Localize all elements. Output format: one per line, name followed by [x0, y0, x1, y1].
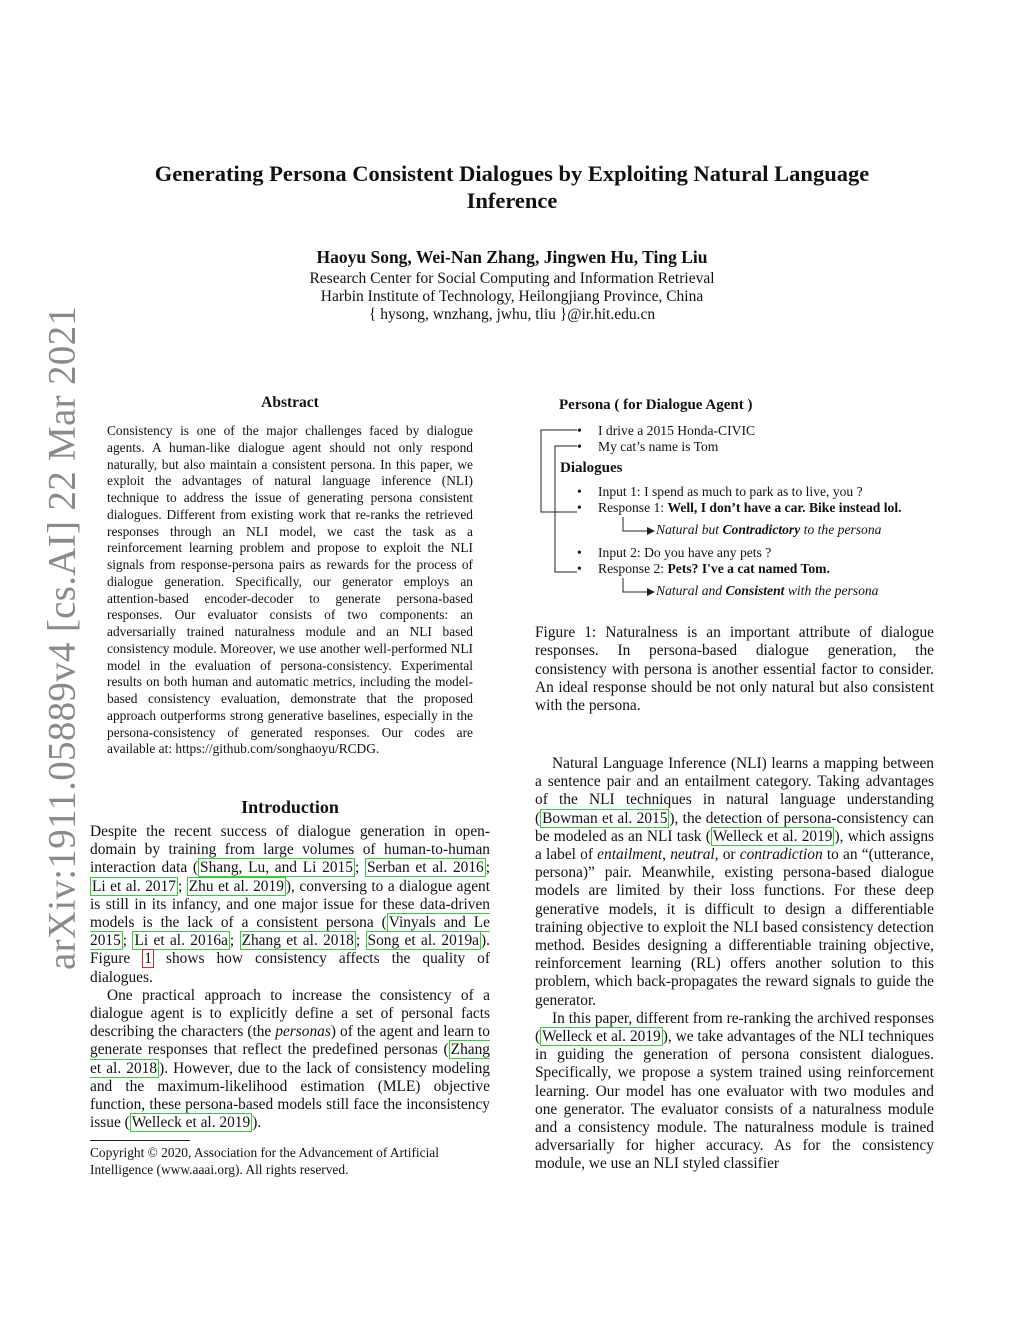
dialogues-heading: Dialogues: [560, 460, 623, 476]
intro-paragraph-2: One practical approach to increase the consistency of a dialogue agent is to explicitly define a set of personal facts describing the characters (the personas) of the agent and learn to generate responses that reflect the predefined personas ( Zhang et al. 2018 ). However, due to the lack of consistency modeling and the maximum-likelihood estimation (MLE) objective function, these persona-based models still face the inconsistency issue ( Welleck et al. 2019 ).: [90, 986, 490, 1132]
dialogue-response-1: Response 1: Well, I don’t have a car. Bike instead lol.: [598, 500, 902, 515]
citation-link[interactable]: Shang, Lu, and Li 2015: [200, 859, 353, 877]
abstract-heading: Abstract: [261, 394, 319, 411]
intro-paragraph-1: Despite the recent success of dialogue generation in open-domain by training from large volumes of human-to-human interaction data ( Shang, Lu, and Li 2015 ; Serban et al. 2016 ; Li et al. 2017 ; Zhu et al. 2019 ), conversing to a dialogue agent is still in its infancy, and one major issue for these data-driven models is the lack of a consistent persona ( Vinyals and Le 2015 ; Li et al. 2016a ; Zhang et al. 2018 ; Song et al. 2019a ). Figure 1 shows how consistency affects the quality of dialogues.: [90, 823, 491, 986]
persona-item: I drive a 2015 Honda-CIVIC: [598, 423, 756, 438]
citation-link[interactable]: Welleck et al. 2019: [542, 1028, 661, 1046]
right-paragraph-2: In this paper, different from re-ranking the archived responses ( Welleck et al. 2019 ), we take advantages of the NLI techniques in guiding the generation of persona consistent dialogues. Specifically, we propose a system trained using reinforcement learning. Our model has one evaluator with two modules and one generator. The evaluator consists of a naturalness module and a consistency module. The naturalness module is trained adversarially for higher accuracy. As for the consistency module, we use an NLI styled classifier: [535, 1009, 935, 1173]
figure-caption: Figure 1: Naturalness is an important attribute of dialogue responses. In persona-based dialogue generation, the consistency with persona is another essential factor to consider. An ideal response should be not only natural but also consistent with the persona.: [535, 624, 934, 715]
citation-link[interactable]: Li et al. 2017: [92, 877, 176, 895]
authors: Haoyu Song, Wei-Nan Zhang, Jingwen Hu, Ting Liu: [316, 247, 708, 267]
bullet: •: [577, 561, 582, 576]
introduction-heading: Introduction: [241, 797, 339, 817]
citation-link[interactable]: Vinyals and Le 2015: [90, 914, 491, 950]
dialogue-input-2: Input 2: Do you have any pets ?: [598, 545, 772, 560]
affiliation-line-1: Research Center for Social Computing and Information Retrieval: [309, 270, 715, 287]
citation-link[interactable]: Zhang et al. 2018: [90, 1041, 490, 1077]
bullet: •: [577, 484, 582, 499]
dialogue-input-1: Input 1: I spend as much to park as to live, you ?: [598, 484, 863, 499]
bullet: •: [577, 545, 582, 560]
response-2-note: Natural and Consistent with the persona: [656, 583, 879, 598]
copyright-footnote: Copyright © 2020, Association for the Advancement of Artificial Intelligence (www.aaai.org). All rights reserved.: [90, 1145, 439, 1177]
citation-link[interactable]: Welleck et al. 2019: [131, 1114, 251, 1132]
citation-link[interactable]: Serban et al. 2016: [366, 859, 484, 877]
right-paragraph-1: Natural Language Inference (NLI) learns a mapping between a sentence pair and an entailment category. Taking advantages of the NLI techniques in natural language understanding ( Bowman et al. 2015 ), the detection of persona-consistency can be modeled as an NLI task ( Welleck et al. 2019 ), which assigns a label of entailment, neutral, or contradiction to an “(utterance, persona)” pair. Meanwhile, existing persona-based dialogue models are limited by their loss functions. For these deep generative models, it is difficult to design a differentiable training objective to exploit the NLI based consistency detection method. Besides designing a differentiable training objective, reinforcement learning (RL) offers another solution to this problem, which back-propagates the reward signals to guide the generator.: [535, 755, 935, 1009]
citation-link[interactable]: Zhu et al. 2019: [188, 877, 284, 895]
citation-link[interactable]: Bowman et al. 2015: [542, 809, 668, 827]
persona-item: My cat’s name is Tom: [598, 439, 719, 454]
bullet: •: [577, 423, 582, 438]
dialogue-response-2: Response 2: Pets? I've a cat named Tom.: [598, 561, 830, 576]
bullet: •: [577, 500, 582, 515]
arrow-connector: [623, 578, 647, 592]
bullet: •: [577, 439, 582, 454]
citation-link[interactable]: Zhang et al. 2018: [241, 932, 354, 950]
persona-heading: Persona ( for Dialogue Agent ): [559, 397, 753, 413]
citation-link[interactable]: Li et al. 2016a: [134, 932, 228, 950]
figure-1: [535, 395, 935, 610]
figure-ref-link[interactable]: 1: [144, 950, 152, 968]
paper-title: Generating Persona Consistent Dialogues by Exploiting Natural Language Inference: [154, 161, 870, 213]
citation-link[interactable]: Welleck et al. 2019: [712, 827, 833, 845]
arxiv-stamp: arXiv:1911.05889v4 [cs.AI] 22 Mar 2021: [40, 305, 84, 970]
introduction-body: [90, 823, 490, 1132]
response-1-note: Natural but Contradictory to the persona: [656, 522, 882, 537]
right-column-body: [535, 755, 934, 1174]
affiliation-emails: { hysong, wnzhang, jwhu, tliu }@ir.hit.edu.cn: [368, 306, 656, 323]
affiliation-line-2: Harbin Institute of Technology, Heilongjiang Province, China: [320, 288, 704, 305]
arrow-head: [647, 527, 655, 535]
citation-link[interactable]: Song et al. 2019a: [367, 932, 479, 950]
arrow-head: [647, 588, 655, 596]
footnote-rule: [90, 1140, 190, 1141]
abstract-text: Consistency is one of the major challenges faced by dialogue agents. A human-like dialogue agent should not only respond naturally, but also maintain a consistent persona. In this paper, we exploit the advantages of natural language inference (NLI) technique to address the issue of generating persona consistent dialogues. Different from existing work that re-ranks the retrieved responses through an NLI model, we cast the task as a reinforcement learning problem and propose to exploit the NLI signals from response-persona pairs as rewards for the process of dialogue generation. Specifically, our generator employs an attention-based encoder-decoder to generate persona-based responses. Our evaluator consists of two components: an adversarially trained naturalness module and an NLI based consistency module. Moreover, we use another well-performed NLI model in the evaluation of persona-consistency. Experimental results on both human and automatic metrics, including the model-based consistency evaluation, demonstrate that the proposed approach outperforms strong generative baselines, especially in the persona-consistency of generated responses. Our codes are available at: https://github.com/songhaoyu/RCDG.: [107, 423, 473, 757]
arrow-connector: [623, 517, 647, 531]
